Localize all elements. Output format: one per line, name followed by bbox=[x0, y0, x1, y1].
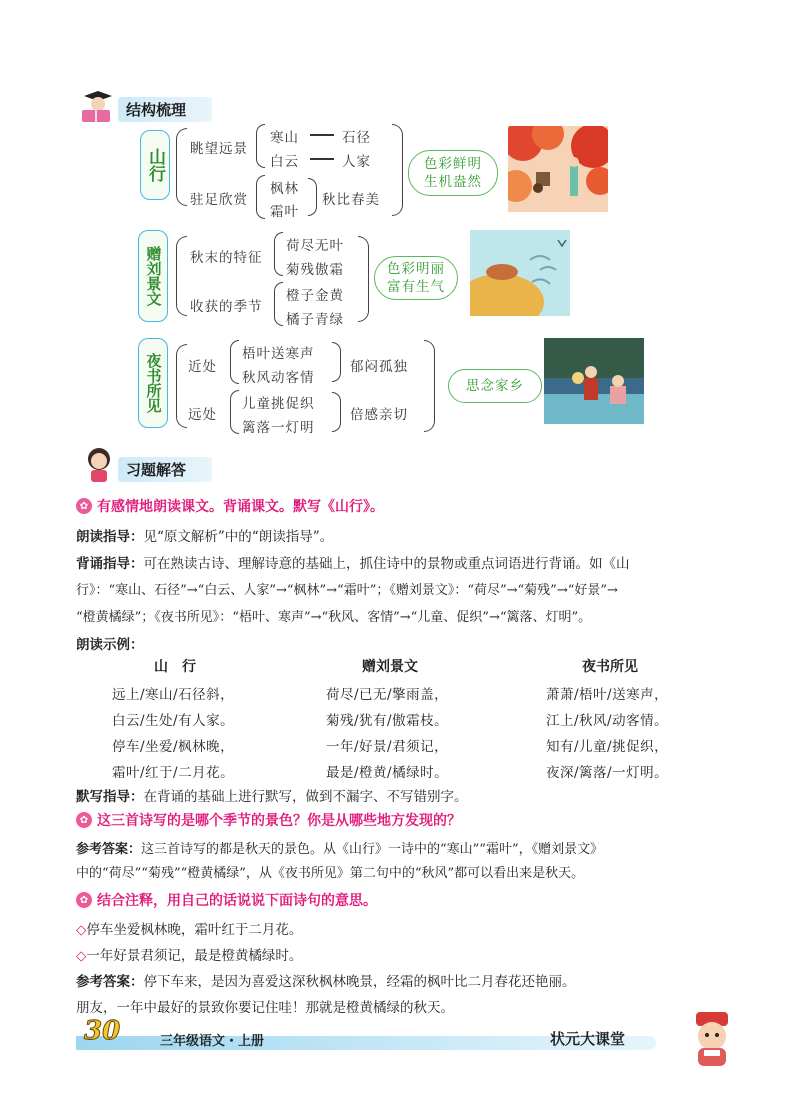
bracket bbox=[230, 340, 239, 384]
answer-2 bbox=[76, 838, 603, 857]
poem-line: 萧萧/梧叶/送寒声， bbox=[546, 687, 669, 703]
bracket bbox=[176, 128, 187, 206]
bracket bbox=[358, 236, 369, 322]
dash bbox=[310, 158, 334, 160]
question-marker-icon: ✿ bbox=[76, 812, 92, 828]
structure-label: 秋末的特征 bbox=[190, 250, 263, 266]
question-title: 结合注释，用自己的话说说下面诗句的意思。 bbox=[97, 893, 377, 909]
label: 参考答案： bbox=[76, 974, 144, 990]
bracket bbox=[176, 236, 187, 316]
girl-illustration bbox=[82, 446, 116, 482]
question-title: 有感情地朗读课文。背诵课文。默写《山行》。 bbox=[97, 499, 384, 515]
poem-line: 霜叶/红于/二月花。 bbox=[112, 765, 235, 781]
structure-label: 远处 bbox=[188, 407, 217, 423]
section-title: 结构梳理 bbox=[118, 97, 212, 122]
dash bbox=[310, 134, 334, 136]
poem-line: 白云/生处/有人家。 bbox=[112, 713, 235, 729]
label: 背诵指导： bbox=[76, 556, 144, 572]
bracket bbox=[230, 390, 239, 434]
structure-item: 寒山 bbox=[270, 130, 299, 146]
dictation-guide bbox=[76, 785, 468, 805]
structure-item: 霜叶 bbox=[270, 204, 299, 220]
bracket bbox=[332, 342, 341, 382]
text: 见“原文解析”中的“朗读指导”。 bbox=[143, 529, 334, 545]
bracket bbox=[308, 178, 317, 216]
bracket bbox=[274, 282, 283, 326]
poem-box-zengliujingwen: 赠刘景文 bbox=[138, 230, 168, 322]
poem-line: 夜深/篱落/一灯明。 bbox=[546, 765, 669, 781]
structure-label: 近处 bbox=[188, 359, 217, 375]
poem-box-shanxing: 山行 bbox=[140, 130, 170, 200]
mascot-illustration bbox=[686, 1010, 738, 1070]
orange-grove-image bbox=[470, 230, 570, 316]
poem-line: 荷尽/已无/擎雨盖， bbox=[326, 687, 449, 703]
structure-item: 橙子金黄 bbox=[286, 288, 344, 304]
structure-item: 儿童挑促织 bbox=[242, 396, 315, 412]
question-marker-icon: ✿ bbox=[76, 892, 92, 908]
diamond-icon: ◇ bbox=[76, 948, 87, 964]
section-title: 习题解答 bbox=[118, 457, 212, 482]
text: 行》：“寒山、石径”→“白云、人家”→“枫林”→“霜叶”；《赠刘景文》：“荷尽”→“菊残”→“好景”→ bbox=[76, 583, 618, 598]
poem-title: 夜书所见 bbox=[582, 659, 638, 675]
structure-item: 枫林 bbox=[270, 181, 299, 197]
reading-kid-illustration bbox=[78, 88, 114, 124]
bracket bbox=[176, 344, 187, 428]
poem-line: 停车/坐爱/枫林晚， bbox=[112, 739, 235, 755]
night-children-image bbox=[544, 338, 644, 424]
text: 在背诵的基础上进行默写，做到不漏字、不写错别字。 bbox=[143, 789, 468, 805]
recitation-guide bbox=[76, 552, 630, 572]
poem-line: 菊残/犹有/傲霜枝。 bbox=[326, 713, 449, 729]
structure-item: 倍感亲切 bbox=[350, 407, 408, 423]
page-number: 30 bbox=[84, 1016, 121, 1046]
structure-item: 人家 bbox=[342, 154, 371, 170]
structure-item: 荷尽无叶 bbox=[286, 238, 344, 254]
section-header-structure bbox=[118, 96, 202, 122]
structure-item: 篱落一灯明 bbox=[242, 420, 315, 436]
bracket bbox=[256, 175, 265, 219]
structure-item: 石径 bbox=[342, 130, 371, 146]
poem-line: 最是/橙黄/橘绿时。 bbox=[326, 765, 449, 781]
question-3 bbox=[76, 890, 377, 910]
brand-name: 状元大课堂 bbox=[550, 1030, 626, 1048]
structure-label: 驻足欣赏 bbox=[190, 192, 248, 208]
section-header-exercises bbox=[118, 456, 202, 482]
summary-bubble: 思念家乡 bbox=[448, 369, 542, 403]
diamond-icon: ◇ bbox=[76, 922, 87, 938]
structure-item: 秋风动客情 bbox=[242, 370, 315, 386]
poem-title: 赠刘景文 bbox=[362, 659, 418, 675]
poem-line: 远上/寒山/石径斜， bbox=[112, 687, 235, 703]
text: 一年好景君须记，最是橙黄橘绿时。 bbox=[86, 948, 303, 964]
verse-item bbox=[76, 918, 302, 938]
text: 停车坐爱枫林晚，霜叶红于二月花。 bbox=[86, 922, 303, 938]
poem-line: 一年/好景/君须记， bbox=[326, 739, 449, 755]
bracket bbox=[332, 392, 341, 432]
question-marker-icon: ✿ bbox=[76, 498, 92, 514]
structure-item: 白云 bbox=[270, 154, 299, 170]
structure-item: 梧叶送寒声 bbox=[242, 346, 315, 362]
structure-item: 郁闷孤独 bbox=[350, 359, 408, 375]
question-title: 这三首诗写的是哪个季节的景色？你是从哪些地方发现的？ bbox=[97, 813, 461, 829]
structure-item: 橘子青绿 bbox=[286, 312, 344, 328]
label: 默写指导： bbox=[76, 789, 144, 805]
label: 朗读指导： bbox=[76, 529, 144, 545]
text: 这三首诗写的都是秋天的景色。从《山行》一诗中的“寒山”“霜叶”，《赠刘景文》 bbox=[141, 842, 604, 857]
structure-item: 菊残傲霜 bbox=[286, 262, 344, 278]
bracket bbox=[256, 124, 265, 168]
structure-item: 秋比春美 bbox=[322, 192, 380, 208]
answer-3 bbox=[76, 970, 576, 990]
maple-scene-image bbox=[508, 126, 608, 212]
text: “橙黄橘绿”；《夜书所见》：“梧叶、寒声”→“秋风、客情”→“儿童、促织”→“篱落、灯明”。 bbox=[76, 610, 592, 625]
summary-bubble: 色彩明丽 富有生气 bbox=[374, 256, 458, 300]
structure-label: 眺望远景 bbox=[190, 141, 248, 157]
poem-title: 山 行 bbox=[154, 659, 196, 675]
question-1 bbox=[76, 496, 384, 516]
poem-line: 江上/秋风/动客情。 bbox=[546, 713, 669, 729]
text: 朋友，一年中最好的景致你要记住哇！那就是橙黄橘绿的秋天。 bbox=[76, 1000, 454, 1016]
question-2 bbox=[76, 810, 461, 830]
label: 参考答案： bbox=[76, 842, 142, 857]
text: 停下车来，是因为喜爱这深秋枫林晚景，经霜的枫叶比二月春花还艳丽。 bbox=[143, 974, 576, 990]
text: 中的“荷尽”“菊残”“橙黄橘绿”，从《夜书所见》第二句中的“秋风”都可以看出来是秋天。 bbox=[76, 866, 585, 881]
book-title: 三年级语文・上册 bbox=[160, 1034, 265, 1049]
label: 朗读示例： bbox=[76, 637, 144, 653]
summary-bubble: 色彩鲜明 生机盎然 bbox=[408, 150, 498, 196]
verse-item bbox=[76, 944, 302, 964]
bracket bbox=[274, 232, 283, 276]
poem-box-yeshusuojian: 夜书所见 bbox=[138, 338, 168, 428]
poem-line: 知有/儿童/挑促织， bbox=[546, 739, 669, 755]
bracket bbox=[424, 340, 435, 432]
text: 可在熟读古诗、理解诗意的基础上，抓住诗中的景物或重点词语进行背诵。如《山 bbox=[143, 556, 630, 572]
structure-label: 收获的季节 bbox=[190, 299, 263, 315]
reading-guide bbox=[76, 525, 333, 545]
bracket bbox=[392, 124, 403, 216]
